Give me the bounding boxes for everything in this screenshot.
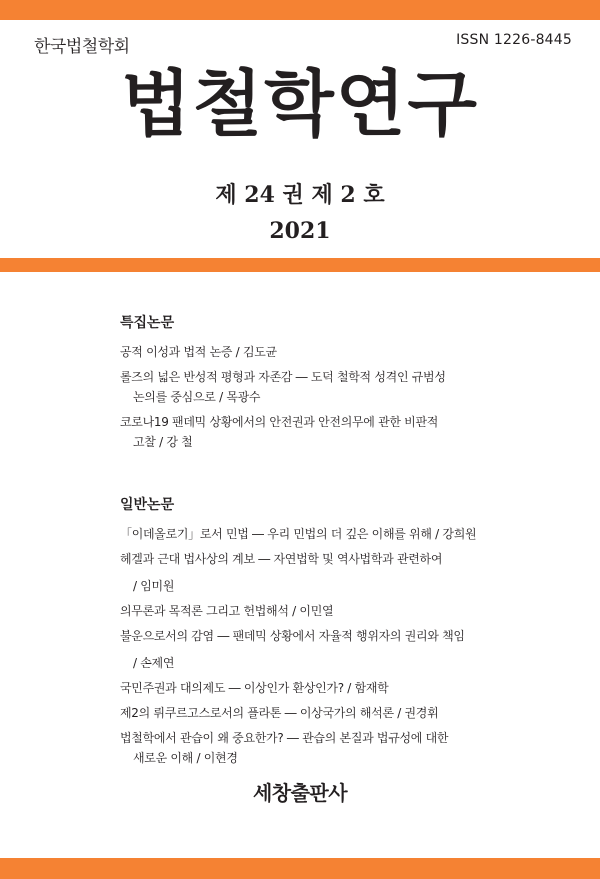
volume-issue: 제 24 권 제 2 호 — [215, 182, 385, 208]
article-title: 법철학에서 관습이 왜 중요한가? ― 관습의 본질과 법규성에 대한 — [120, 731, 449, 745]
article-title-continued: / 손제연 — [133, 656, 175, 670]
article-title: 국민주권과 대의제도 ― 이상인가 환상인가? / 함재학 — [120, 681, 389, 695]
article-entry — [120, 703, 540, 723]
publisher-logo: 세창출판사 — [252, 781, 348, 805]
table-of-contents — [120, 312, 540, 773]
section-special-papers — [120, 312, 540, 452]
society-name: 한국법철학회 — [34, 37, 130, 57]
section-heading: 일반논문 — [120, 497, 175, 513]
article-entry — [120, 367, 540, 407]
article-title-continued: 새로운 이해 / 이현경 — [133, 751, 238, 765]
article-title: 불운으로서의 감염 ― 팬데믹 상황에서 자율적 행위자의 권리와 책임 — [120, 629, 465, 643]
issn-number: ISSN 1226-8445 — [456, 32, 572, 48]
article-entry — [120, 412, 540, 452]
article-title: 코로나19 팬데믹 상황에서의 안전권과 안전의무에 관한 비판적 — [120, 415, 439, 429]
middle-orange-band — [0, 258, 600, 272]
article-entry — [120, 626, 540, 673]
article-title: 제2의 뤼쿠르고스로서의 플라톤 ― 이상국가의 해석론 / 권경휘 — [120, 706, 439, 720]
article-entry — [120, 601, 540, 621]
article-entry — [120, 524, 540, 544]
article-title: 공적 이성과 법적 논증 / 김도균 — [120, 345, 277, 359]
article-entry — [120, 678, 540, 698]
section-heading: 특집논문 — [120, 315, 175, 331]
article-entry — [120, 728, 540, 768]
article-title: 「이데올로기」로서 민법 ― 우리 민법의 더 깊은 이해를 위해 / 강희원 — [120, 527, 477, 541]
article-title: 롤즈의 넓은 반성적 평형과 자존감 ― 도덕 철학적 성격인 규범성 — [120, 370, 446, 384]
top-orange-band — [0, 0, 600, 20]
article-title-continued: / 임미원 — [133, 579, 175, 593]
article-title-continued: 고찰 / 강 철 — [133, 435, 193, 449]
article-title-continued: 논의를 중심으로 / 목광수 — [133, 390, 261, 404]
bottom-orange-band — [0, 858, 600, 879]
article-entry — [120, 549, 540, 596]
publication-year: 2021 — [269, 218, 331, 244]
section-general-papers — [120, 494, 540, 768]
journal-title: 법철학연구 — [121, 62, 479, 146]
article-title: 헤겔과 근대 법사상의 계보 ― 자연법학 및 역사법학과 관련하여 — [120, 552, 443, 566]
article-entry — [120, 342, 540, 362]
article-title: 의무론과 목적론 그리고 헌법해석 / 이민열 — [120, 604, 334, 618]
